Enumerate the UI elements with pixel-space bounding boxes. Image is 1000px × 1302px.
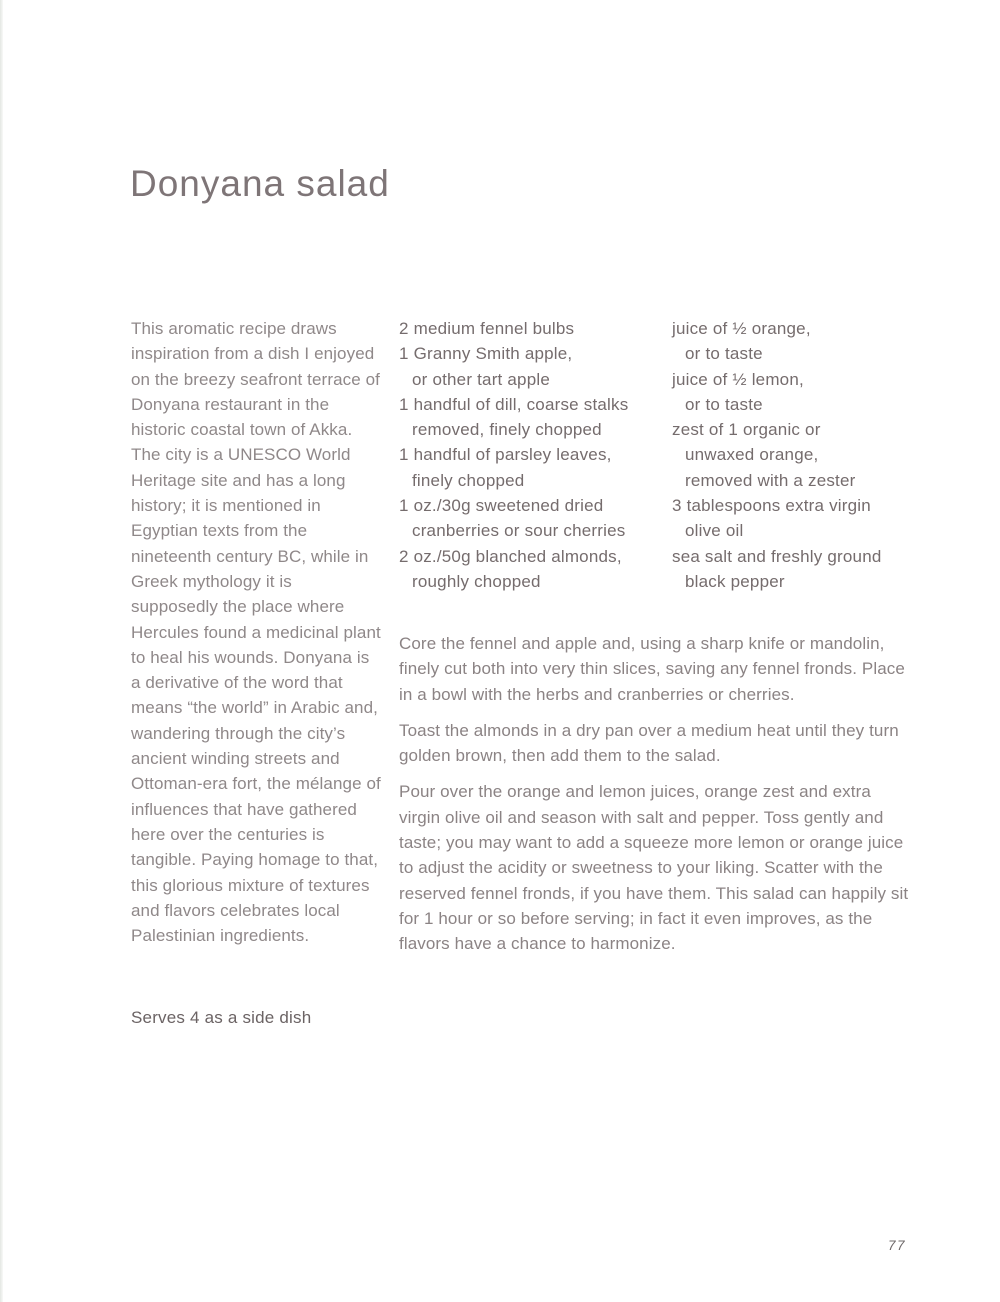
ingredient-line: zest of 1 organic or [672,420,821,440]
ingredient-line: black pepper [685,571,785,591]
ingredient-line: or other tart apple [412,369,550,389]
ingredients-column-1 [399,316,628,594]
ingredient-line: juice of ½ orange, [672,319,811,338]
ingredient-line: 2 medium fennel bulbs [399,319,575,338]
serves-note: Serves 4 as a side dish [131,1008,312,1027]
method-paragraph: Pour over the orange and lemon juices, orange zest and extra virgin olive oil and season with salt and pepper. Toss gently and taste; you may want to add a squeeze more lemon or orange juice to adjust the acidity or sweetness to your liking. Scatter with the reserved fennel fronds, if you have them. This salad can happily sit for 1 hour or so before serving; in fact it even improves, as the flavors have a chance to harmonize. [399,782,909,954]
page-title: Donyana salad [130,162,390,204]
ingredient-line: sea salt and freshly ground [672,546,882,566]
ingredient-line: finely chopped [412,470,525,490]
page-number: 77 [888,1238,907,1253]
page-left-edge [0,0,3,1302]
ingredients-column-2 [672,316,882,594]
ingredient-line: olive oil [685,521,744,541]
intro-paragraph: This aromatic recipe draws inspiration from a dish I enjoyed on the breezy seafront terrace of Donyana restaurant in the historic coastal town of Akka. The city is a UNESCO World Heritage site and has a long history; it is mentioned in Egyptian texts from the nineteenth century BC, while in Greek mythology it is supposedly the place where Hercules found a medicinal plant to heal his wounds. Donyana is a derivative of the word that means “the world” in Arabic and, wandering through the city’s ancient winding streets and Ottoman-era fort, the mélange of influences that have gathered here over the centuries is tangible. Paying homage to that, this glorious mixture of textures and flavors celebrates local Palestinian ingredients. [131,319,381,946]
ingredient-line: or to taste [685,344,763,364]
ingredient-line: cranberries or sour cherries [412,521,626,541]
method-section [399,631,911,957]
ingredient-line: removed, finely chopped [412,420,602,440]
ingredient-line: 1 oz./30g sweetened dried [399,496,604,516]
ingredient-line: roughly chopped [412,571,541,591]
method-paragraph: Toast the almonds in a dry pan over a medium heat until they turn golden brown, then add them to the salad. [399,720,899,766]
ingredient-line: removed with a zester [685,470,856,490]
ingredient-line: unwaxed orange, [685,445,819,465]
ingredient-line: or to taste [685,394,763,414]
ingredient-line: 1 Granny Smith apple, [399,344,573,364]
ingredient-line: 1 handful of parsley leaves, [399,445,612,465]
method-paragraph: Core the fennel and apple and, using a sharp knife or mandolin, finely cut both into very thin slices, saving any fennel fronds. Place in a bowl with the herbs and cranberries or cherries. [399,634,905,704]
ingredient-line: juice of ½ lemon, [672,369,804,389]
ingredient-line: 2 oz./50g blanched almonds, [399,546,622,566]
ingredient-line: 1 handful of dill, coarse stalks [399,394,629,414]
ingredient-line: 3 tablespoons extra virgin [672,496,871,516]
